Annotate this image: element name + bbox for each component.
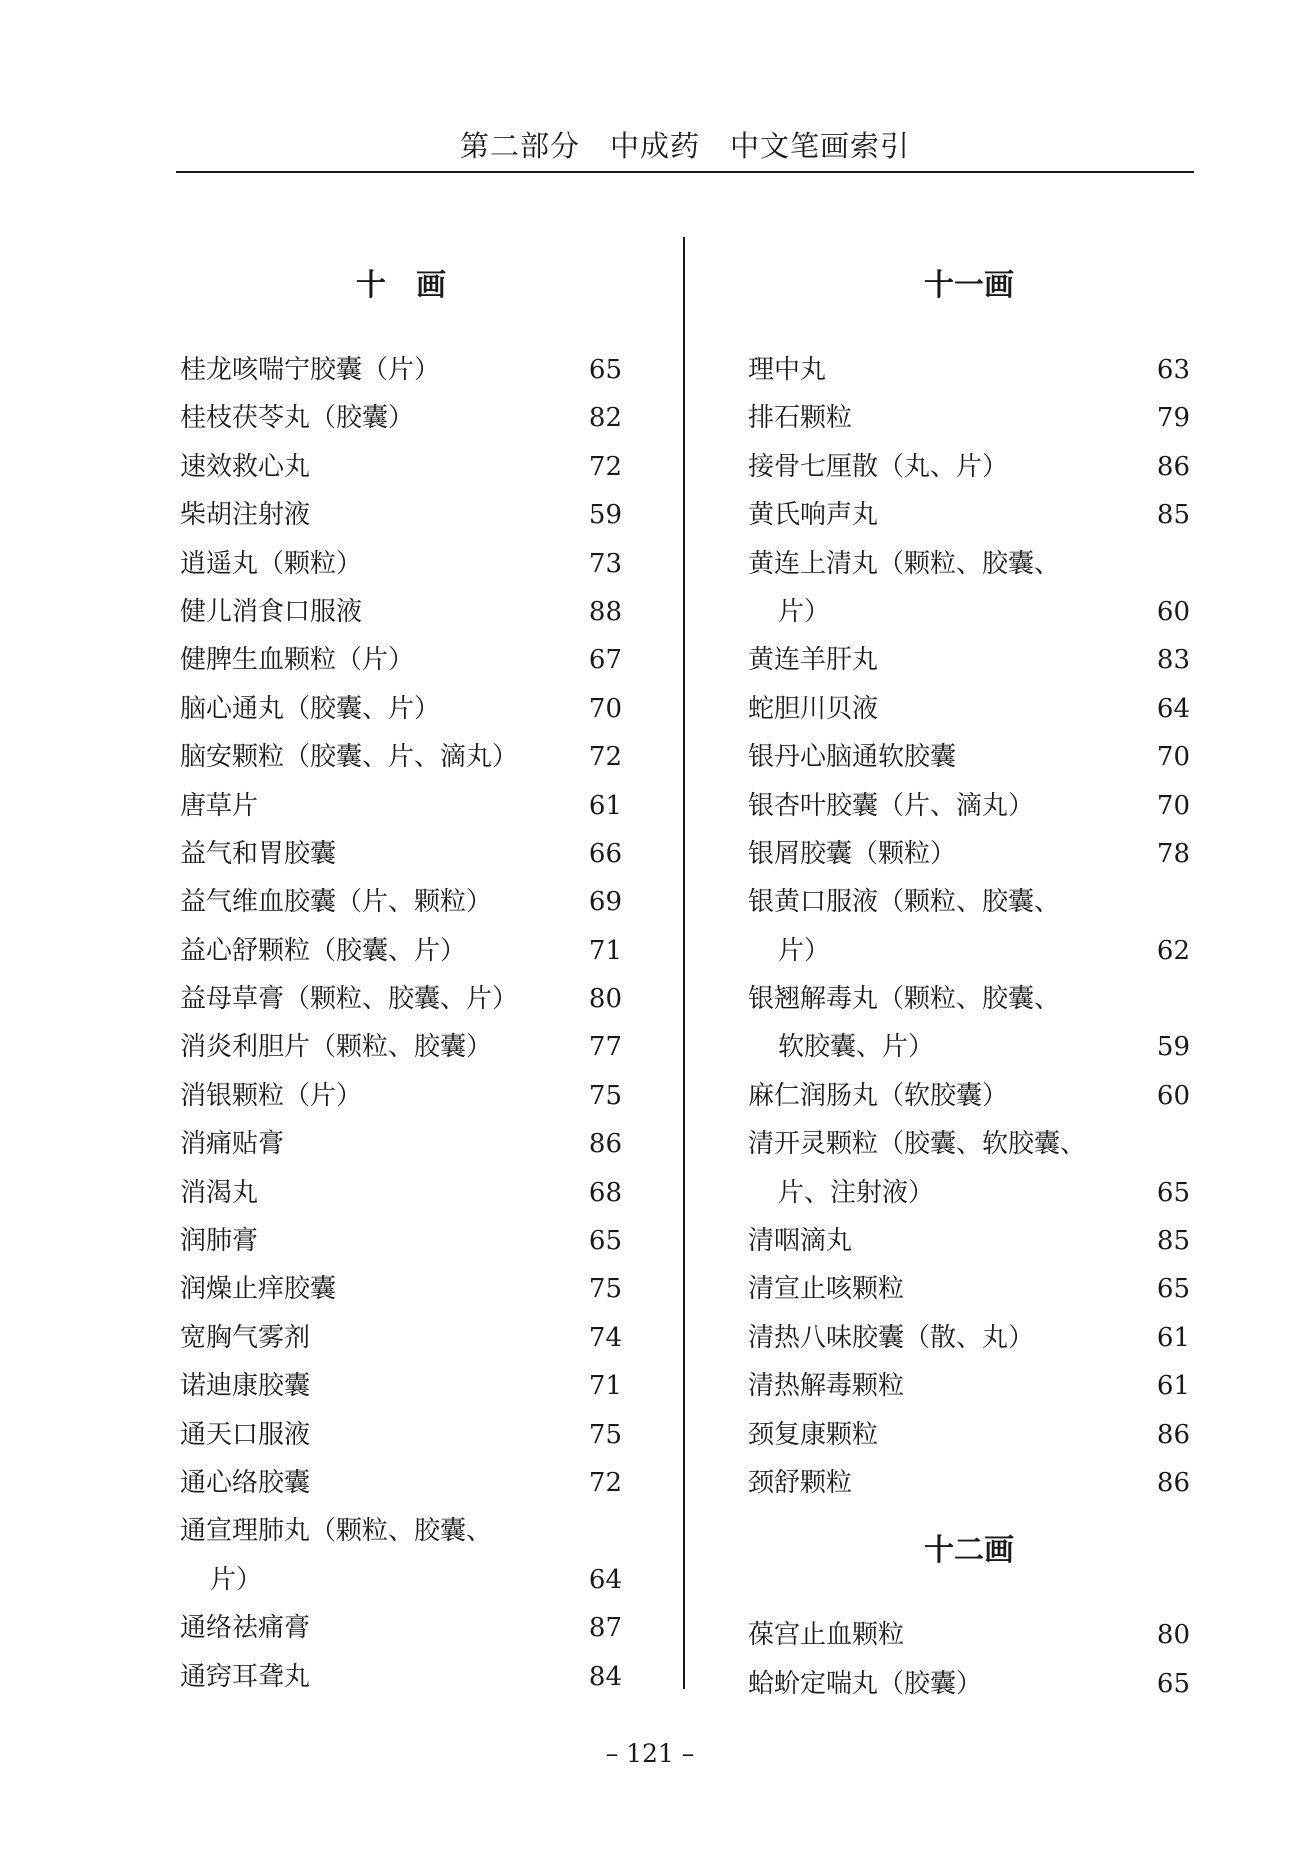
entry-name: 桂枝茯苓丸（胶囊） (180, 403, 415, 434)
entry-page-number: 85 (1156, 500, 1190, 531)
entry-page-number: 66 (588, 838, 622, 869)
entry-name: 片） (778, 935, 831, 966)
index-entry (180, 1411, 622, 1459)
entry-page-number: 88 (588, 596, 622, 627)
index-entry (180, 588, 622, 636)
entry-name: 消渴丸 (180, 1177, 259, 1208)
index-entry (748, 685, 1190, 733)
entry-name: 清咽滴丸 (748, 1226, 853, 1257)
entry-name: 通心络胶囊 (180, 1467, 311, 1498)
index-entry (748, 975, 1190, 1072)
index-entry (180, 927, 622, 975)
index-entry (180, 1459, 622, 1507)
entry-page-number: 62 (1156, 935, 1190, 966)
entry-name: 银丹心脑通软胶囊 (748, 742, 957, 773)
index-entry (180, 1314, 622, 1362)
entry-page-number: 70 (588, 693, 622, 724)
entry-page-number: 71 (588, 1371, 622, 1402)
index-entry (748, 1265, 1190, 1313)
entry-name: 清宣止咳颗粒 (748, 1274, 905, 1305)
index-entry (180, 1120, 622, 1168)
index-entry (180, 975, 622, 1023)
entry-page-number: 65 (588, 355, 622, 385)
index-entry (748, 1459, 1190, 1507)
entry-page-number: 65 (1156, 1668, 1190, 1699)
entry-page-number: 63 (1156, 355, 1190, 385)
entry-name: 唐草片 (180, 790, 259, 821)
index-entry (748, 346, 1190, 394)
entry-name: 健脾生血颗粒（片） (180, 645, 415, 676)
entry-page-number: 86 (588, 1129, 622, 1160)
entry-name: 润肺膏 (180, 1226, 259, 1257)
index-entry (748, 1611, 1190, 1659)
entry-page-number: 83 (1156, 645, 1190, 676)
index-entry (180, 1507, 622, 1604)
entry-page-number: 78 (1156, 838, 1190, 869)
entry-name: 银黄口服液（颗粒、胶囊、 (748, 887, 1061, 918)
entry-name: 柴胡注射液 (180, 500, 311, 531)
entry-page-number: 69 (588, 887, 622, 918)
index-entry (180, 636, 622, 684)
index-entry (180, 346, 622, 394)
entry-name: 片、注射液） (778, 1177, 935, 1208)
entry-page-number: 75 (588, 1080, 622, 1111)
entry-name: 清热解毒颗粒 (748, 1371, 905, 1402)
entry-page-number: 61 (588, 790, 622, 821)
section-title: 十二画 (924, 1533, 1014, 1569)
entry-page-number: 65 (1156, 1274, 1190, 1305)
entry-name: 桂龙咳喘宁胶囊（片） (180, 355, 441, 385)
left-column (180, 262, 622, 1701)
entry-page-number: 73 (588, 548, 622, 579)
entry-page-number: 68 (588, 1177, 622, 1208)
index-entry (180, 1362, 622, 1410)
entry-name: 排石颗粒 (748, 403, 853, 434)
entry-name: 蛇胆川贝液 (748, 693, 879, 724)
entry-name: 宽胸气雾剂 (180, 1322, 311, 1353)
entry-page-number: 77 (588, 1032, 622, 1063)
entry-name: 消银颗粒（片） (180, 1080, 363, 1111)
entry-name: 通窍耳聋丸 (180, 1661, 311, 1692)
index-entry (180, 1265, 622, 1313)
index-entry (180, 443, 622, 491)
index-entry (748, 443, 1190, 491)
entry-name: 消痛贴膏 (180, 1129, 285, 1160)
entry-name: 颈舒颗粒 (748, 1467, 853, 1498)
index-entry (180, 782, 622, 830)
entry-name: 消炎利胆片（颗粒、胶囊） (180, 1032, 493, 1063)
entry-name: 诺迪康胶囊 (180, 1371, 311, 1402)
entry-name: 银翘解毒丸（颗粒、胶囊、 (748, 984, 1061, 1015)
entry-name: 通络祛痛膏 (180, 1613, 311, 1644)
entry-page-number: 74 (588, 1322, 622, 1353)
entry-name: 通宣理肺丸（颗粒、胶囊、 (180, 1516, 493, 1547)
index-entry (748, 491, 1190, 539)
column-divider (683, 237, 685, 1689)
entry-name: 黄连上清丸（颗粒、胶囊、 (748, 548, 1061, 579)
right-column (748, 262, 1190, 1708)
entry-page-number: 72 (588, 451, 622, 482)
index-entry (748, 733, 1190, 781)
entry-page-number: 64 (1156, 693, 1190, 724)
entry-page-number: 72 (588, 1467, 622, 1498)
entry-name: 黄连羊肝丸 (748, 645, 879, 676)
entry-name: 益气维血胶囊（片、颗粒） (180, 887, 493, 918)
entry-name: 黄氏响声丸 (748, 500, 879, 531)
entry-page-number: 60 (1156, 596, 1190, 627)
entry-page-number: 86 (1156, 1419, 1190, 1450)
entry-name: 麻仁润肠丸（软胶囊） (748, 1080, 1009, 1111)
index-entry (748, 830, 1190, 878)
entry-page-number: 67 (588, 645, 622, 676)
entry-name: 软胶囊、片） (778, 1032, 935, 1063)
running-header: 第二部分 中成药 中文笔画索引 (459, 129, 910, 163)
entry-name: 益气和胃胶囊 (180, 838, 337, 869)
entry-page-number: 59 (1156, 1032, 1190, 1063)
entry-name: 葆宫止血颗粒 (748, 1620, 905, 1651)
entry-name: 脑心通丸（胶囊、片） (180, 693, 441, 724)
entry-name: 蛤蚧定喘丸（胶囊） (748, 1668, 983, 1699)
entry-page-number: 82 (588, 403, 622, 434)
index-entry (180, 1072, 622, 1120)
entry-name: 片） (210, 1564, 263, 1595)
entry-name: 银屑胶囊（颗粒） (748, 838, 957, 869)
entry-name: 益母草膏（颗粒、胶囊、片） (180, 984, 519, 1015)
entry-page-number: 80 (588, 984, 622, 1015)
index-entry (180, 1653, 622, 1701)
header-rule (176, 171, 1194, 173)
index-entry (748, 540, 1190, 637)
index-entry (748, 782, 1190, 830)
entry-name: 清开灵颗粒（胶囊、软胶囊、 (748, 1129, 1087, 1160)
entry-page-number: 85 (1156, 1226, 1190, 1257)
section-title: 十一画 (924, 268, 1014, 303)
index-entry (180, 1169, 622, 1217)
index-entry (180, 1604, 622, 1652)
entry-page-number: 75 (588, 1274, 622, 1305)
entry-page-number: 65 (588, 1226, 622, 1257)
entry-page-number: 61 (1156, 1371, 1190, 1402)
entry-name: 脑安颗粒（胶囊、片、滴丸） (180, 742, 519, 773)
index-entry (180, 1217, 622, 1265)
entry-name: 银杏叶胶囊（片、滴丸） (748, 790, 1035, 821)
index-entry (748, 1314, 1190, 1362)
index-entry (748, 394, 1190, 442)
entry-page-number: 79 (1156, 403, 1190, 434)
entry-page-number: 61 (1156, 1322, 1190, 1353)
index-entry (748, 878, 1190, 975)
entry-page-number: 70 (1156, 742, 1190, 773)
entry-name: 速效救心丸 (180, 451, 311, 482)
entry-name: 理中丸 (748, 355, 827, 385)
entry-name: 接骨七厘散（丸、片） (748, 451, 1009, 482)
entry-page-number: 80 (1156, 1620, 1190, 1651)
entry-page-number: 75 (588, 1419, 622, 1450)
index-entry (748, 1362, 1190, 1410)
entry-page-number: 71 (588, 935, 622, 966)
index-section (748, 262, 1190, 1507)
index-section (748, 1527, 1190, 1708)
entry-page-number: 72 (588, 742, 622, 773)
index-entry (748, 1411, 1190, 1459)
entry-page-number: 70 (1156, 790, 1190, 821)
entry-page-number: 86 (1156, 1467, 1190, 1498)
page-number: – 121 – (605, 1739, 695, 1768)
entry-page-number: 86 (1156, 451, 1190, 482)
index-entry (180, 491, 622, 539)
entry-name: 颈复康颗粒 (748, 1419, 879, 1450)
index-section (180, 262, 622, 1701)
index-entry (180, 394, 622, 442)
entry-name: 清热八味胶囊（散、丸） (748, 1322, 1035, 1353)
entry-name: 片） (778, 596, 831, 627)
index-entry (748, 1120, 1190, 1217)
index-entry (180, 878, 622, 926)
section-title: 十 画 (356, 268, 446, 303)
entry-name: 通天口服液 (180, 1419, 311, 1450)
index-entry (180, 685, 622, 733)
entry-page-number: 65 (1156, 1177, 1190, 1208)
index-entry (180, 733, 622, 781)
entry-page-number: 84 (588, 1661, 622, 1692)
index-entry (180, 1023, 622, 1071)
index-entry (748, 1072, 1190, 1120)
entry-name: 润燥止痒胶囊 (180, 1274, 337, 1305)
entry-name: 健儿消食口服液 (180, 596, 363, 627)
entry-page-number: 64 (588, 1564, 622, 1595)
index-entry (748, 636, 1190, 684)
entry-page-number: 60 (1156, 1080, 1190, 1111)
index-entry (180, 830, 622, 878)
index-entry (180, 540, 622, 588)
entry-name: 逍遥丸（颗粒） (180, 548, 363, 579)
entry-page-number: 59 (588, 500, 622, 531)
entry-page-number: 87 (588, 1613, 622, 1644)
index-entry (748, 1217, 1190, 1265)
index-entry (748, 1660, 1190, 1708)
entry-name: 益心舒颗粒（胶囊、片） (180, 935, 467, 966)
